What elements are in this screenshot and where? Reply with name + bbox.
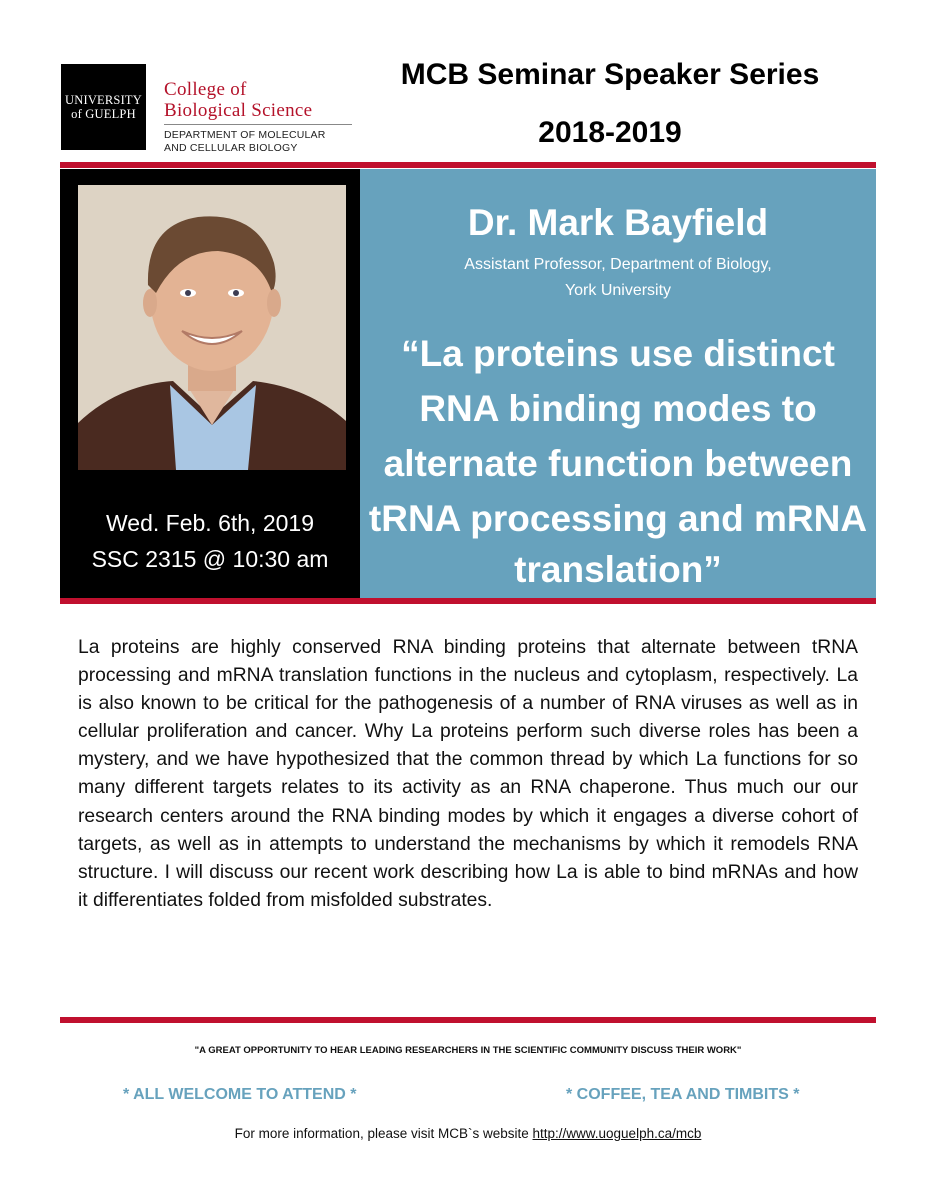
logo-divider bbox=[164, 124, 352, 125]
talk-title-line: “La proteins use distinct bbox=[401, 333, 835, 374]
college-name-line2: Biological Science bbox=[164, 100, 313, 121]
logo-university-text: UNIVERSITY bbox=[65, 93, 142, 107]
speaker-photo bbox=[78, 185, 346, 470]
portrait-photo-icon bbox=[78, 185, 346, 470]
department-line2: AND CELLULAR BIOLOGY bbox=[164, 142, 298, 154]
abstract-text: La proteins are highly conserved RNA binding proteins that alternate between tRNA processing and mRNA translation functions in the nucleus and cytoplasm, respectively. La is also known to be critical for the pathogenesis of a number of RNA viruses as well as in cellular proliferation and cancer. Why La proteins perform such diverse roles has been a mystery, and we have hypothesized that the common thread by which La functions for so many different targets relates to its activity as an RNA chaperone. Thus much our our research centers around the RNA binding modes by which it engages a diverse cohort of targets, as well as in attempts to understand the mechanisms by which it remodels RNA structure. I will discuss our recent work describing how La is able to bind mRNAs and how it differentiates folded from misfolded substrates. bbox=[78, 637, 858, 911]
top-divider bbox=[60, 162, 876, 168]
talk-title-line: RNA binding modes to bbox=[419, 388, 817, 429]
more-info bbox=[60, 1126, 876, 1141]
series-title: MCB Seminar Speaker Series bbox=[400, 58, 820, 91]
more-info-text: For more information, please visit MCB`s website bbox=[234, 1126, 533, 1141]
footer-divider bbox=[60, 1017, 876, 1023]
refreshments-note: * COFFEE, TEA AND TIMBITS * bbox=[566, 1086, 800, 1103]
speaker-affiliation-line2: York University bbox=[564, 282, 672, 299]
website-link[interactable]: http://www.uoguelph.ca/mcb bbox=[532, 1126, 702, 1141]
abstract bbox=[78, 634, 858, 915]
talk-title-line: tRNA processing and mRNA bbox=[368, 498, 868, 539]
talk-title-line: alternate function between bbox=[383, 443, 853, 484]
college-name-line1: College of bbox=[164, 79, 247, 100]
welcome-note: * ALL WELCOME TO ATTEND * bbox=[123, 1086, 357, 1103]
speaker-name: Dr. Mark Bayfield bbox=[467, 202, 769, 243]
speaker-affiliation-line1: Assistant Professor, Department of Biology, bbox=[464, 256, 772, 273]
banner-divider bbox=[60, 598, 876, 604]
talk-title-line: translation” bbox=[514, 549, 722, 590]
university-logo bbox=[61, 64, 146, 150]
tagline: "A GREAT OPPORTUNITY TO HEAR LEADING RESEARCHERS IN THE SCIENTIFIC COMMUNITY DISCUSS THEIR WORK" bbox=[194, 1045, 742, 1056]
event-time-location: SSC 2315 @ 10:30 am bbox=[91, 546, 329, 572]
series-year: 2018-2019 bbox=[538, 116, 682, 149]
event-date: Wed. Feb. 6th, 2019 bbox=[106, 510, 314, 536]
logo-guelph-text: of GUELPH bbox=[71, 107, 136, 121]
department-line1: DEPARTMENT OF MOLECULAR bbox=[164, 129, 326, 141]
